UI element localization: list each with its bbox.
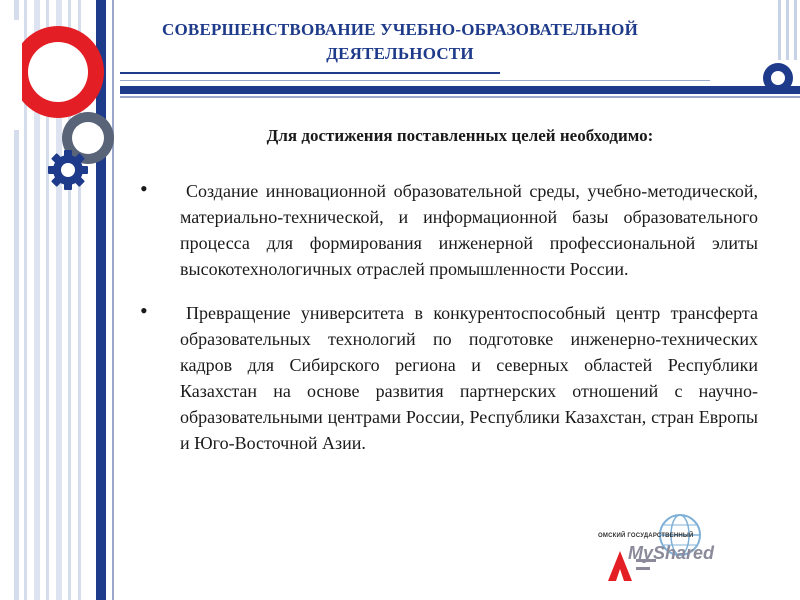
stripe-right-1 [778, 0, 781, 60]
logo-wordmark: MyShared [628, 543, 715, 563]
bullet-item-1 [140, 178, 758, 282]
bullet-text: Превращение университета в конкурентоспособный центр трансферта образовательных технологий по подготовке инженерно-технических кадров для Сибирского региона и северных областей Республики Казахстан на основе развития партнерских отношений с научно-образовательными центрами России, Республики Казахстан, стран Европы и Юго-Восточной Азии. [180, 303, 758, 453]
stripe-left-thin [112, 0, 114, 600]
rule-band-thin [120, 96, 800, 98]
rule-top-blue [120, 72, 500, 74]
gear-icon [48, 150, 88, 190]
bullet-text: Создание инновационной образовательной среды, учебно-методической, материально-технической, и информационной базы образовательного процесса для формирования инженерной профессиональной элиты высокотехнологичных отраслей промышленности России. [180, 181, 758, 279]
bullet-marker: • [140, 176, 148, 201]
rule-top-thin [120, 80, 710, 81]
gray-circle-hole [72, 122, 104, 154]
rule-band-blue [120, 86, 800, 94]
stripe-right-3 [794, 0, 797, 60]
red-ring-cut [0, 20, 22, 130]
blue-dot-hole [771, 71, 785, 85]
bullet-marker: • [140, 298, 148, 323]
slide-subtitle: Для достижения поставленных целей необходимо: [266, 126, 654, 145]
red-ring-hole [28, 42, 88, 102]
university-logo [598, 513, 774, 583]
logo-caption: ОМСКИЙ ГОСУДАРСТВЕННЫЙ [598, 533, 694, 539]
bullet-item-2 [140, 300, 758, 456]
slide-title-line1: СОВЕРШЕНСТВОВАНИЕ УЧЕБНО-ОБРАЗОВАТЕЛЬНОЙ [162, 20, 638, 39]
slide-title-line2: ДЕЯТЕЛЬНОСТИ [326, 44, 474, 63]
stripe-right-2 [786, 0, 789, 60]
slide-title [130, 18, 670, 66]
bullet-list [140, 178, 758, 474]
